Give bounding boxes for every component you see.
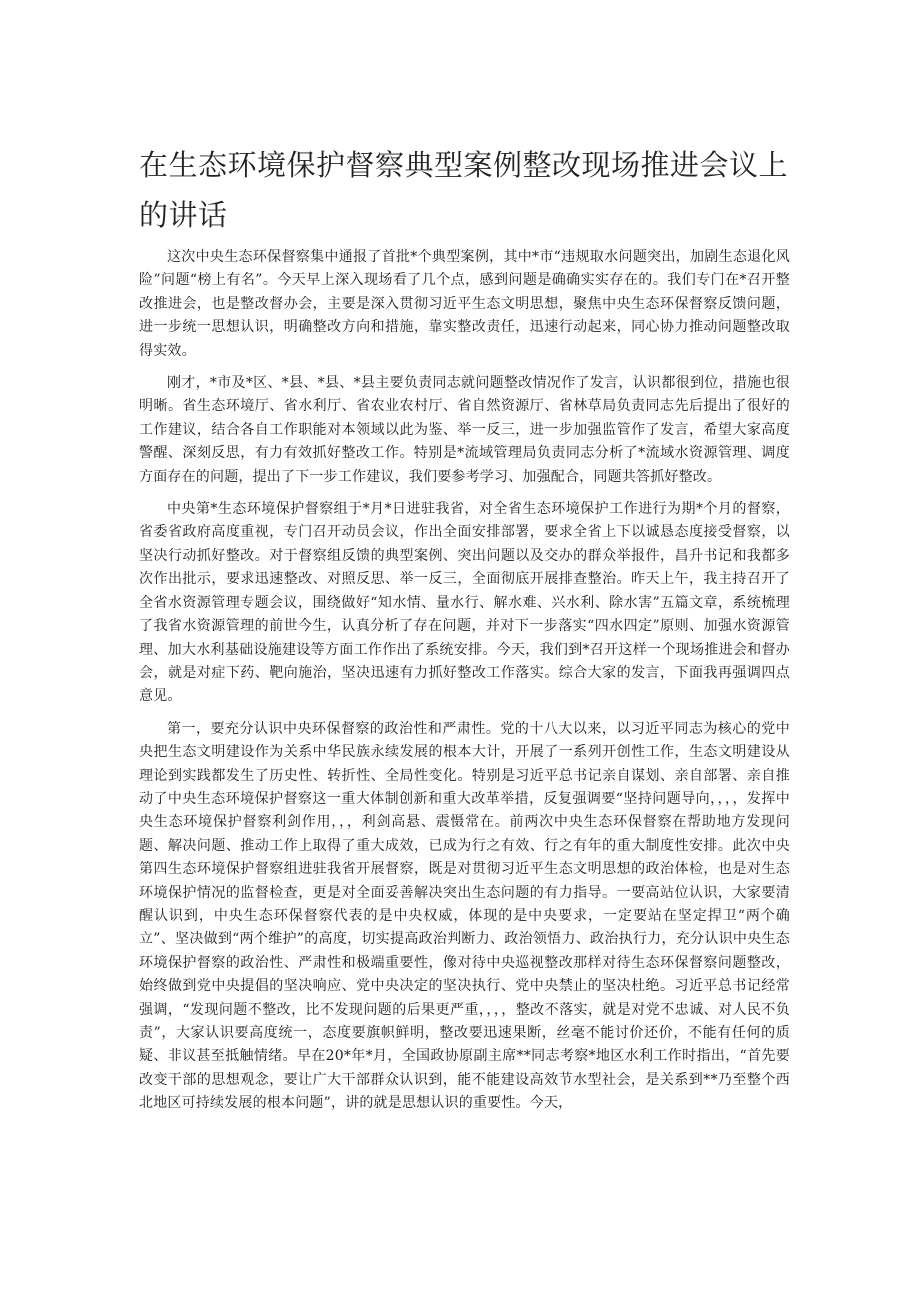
paragraph-2: 刚才，*市及*区、*县、*县、*县主要负责同志就问题整改情况作了发言，认识都很到位，措施也很明晰。省生态环境厅、省水利厅、省农业农村厅、省自然资源厅、省林草局负责同志先后提出了很好的工作建议，结合各自工作职能对本领域以此为鉴、举一反三，进一步加强监管作了发言，希望大家高度警醒、深刻反思，有力有效抓好整改工作。特别是*流域管理局负责同志分析了*流域水资源管理、调度方面存在的问题，提出了下一步工作建议，我们要参考学习、加强配合，同题共答抓好整改。 — [139, 375, 790, 485]
paragraph-3: 中央第*生态环境保护督察组于*月*日进驻我省，对全省生态环境保护工作进行为期*个月的督察，省委省政府高度重视，专门召开动员会议，作出全面安排部署，要求全省上下以诚恳态度接受督察，以坚决行动抓好整改。对于督察组反馈的典型案例、突出问题以及交办的群众举报件，昌升书记和我都多次作出批示，要求迅速整改、对照反思、举一反三，全面彻底开展排查整治。昨天上午，我主持召开了全省水资源管理专题会议，围绕做好“知水情、量水行、解水难、兴水利、除水害”五篇文章，系统梳理了我省水资源管理的前世今生，认真分析了存在问题，并对下一步落实“四水四定”原则、加强水资源管理、加大水利基础设施建设等方面工作作出了系统安排。今天，我们到*召开这样一个现场推进会和督办会，就是对症下药、靶向施治，坚决迅速有力抓好整改工作落实。综合大家的发言，下面我再强调四点意见。 — [139, 501, 790, 705]
document-body — [139, 246, 790, 1125]
title-line-2: 的讲话 — [139, 198, 228, 232]
title-line-1: 在生态环境保护督察典型案例整改现场推进会议上 — [139, 148, 789, 182]
paragraph-4: 第一，要充分认识中央环保督察的政治性和严肃性。党的十八大以来，以习近平同志为核心的党中央把生态文明建设作为关系中华民族永续发展的根本大计，开展了一系列开创性工作，生态文明建设从理论到实践都发生了历史性、转折性、全局性变化。特别是习近平总书记亲自谋划、亲自部署、亲自推动了中央生态环境保护督察这一重大体制创新和重大改革举措，反复强调要“坚持问题导向，，，，发挥中央生态环境保护督察利剑作用，，，利剑高悬、震慑常在。前两次中央生态环保督察在帮助地方发现问题、解决问题、推动工作上取得了重大成效，已成为行之有效、行之有年的重大制度性安排。此次中央第四生态环境保护督察组进驻我省开展督察，既是对贯彻习近平生态文明思想的政治体检，也是对生态环境保护情况的监督检查，更是对全面妥善解决突出生态问题的有力指导。一要高站位认识，大家要清醒认识到，中央生态环保督察代表的是中央权威，体现的是中央要求，一定要站在坚定捍卫“两个确立”、坚决做到“两个维护”的高度，切实提高政治判断力、政治领悟力、政治执行力，充分认识中央生态环境保护督察的政治性、严肃性和极端重要性，像对待中央巡视整改那样对待生态环保督察问题整改，始终做到党中央提倡的坚决响应、党中央决定的坚决执行、党中央禁止的坚决杜绝。习近平总书记经常强调，“发现问题不整改，比不发现问题的后果更严重，，，，整改不落实，就是对党不忠诚、对人民不负责”，大家认识要高度统一，态度要旗帜鲜明，整改要迅速果断，丝毫不能讨价还价，不能有任何的质疑、非议甚至抵触情绪。早在20*年*月，全国政协原副主席**同志考察*地区水利工作时指出，“首先要改变干部的思想观念，要让广大干部群众认识到，能不能建设高效节水型社会，是关系到**乃至整个西北地区可持续发展的根本问题”，讲的就是思想认识的重要性。今天， — [139, 720, 790, 1112]
document-title — [139, 140, 799, 240]
paragraph-1: 这次中央生态环保督察集中通报了首批*个典型案例，其中*市“违规取水问题突出，加剧生态退化风险”问题“榜上有名”。今天早上深入现场看了几个点，感到问题是确确实实存在的。我们专门在*召开整改推进会，也是整改督办会，主要是深入贯彻习近平生态文明思想，聚焦中央生态环保督察反馈问题，进一步统一思想认识，明确整改方向和措施，靠实整改责任，迅速行动起来，同心协力推动问题整改取得实效。 — [139, 249, 790, 359]
